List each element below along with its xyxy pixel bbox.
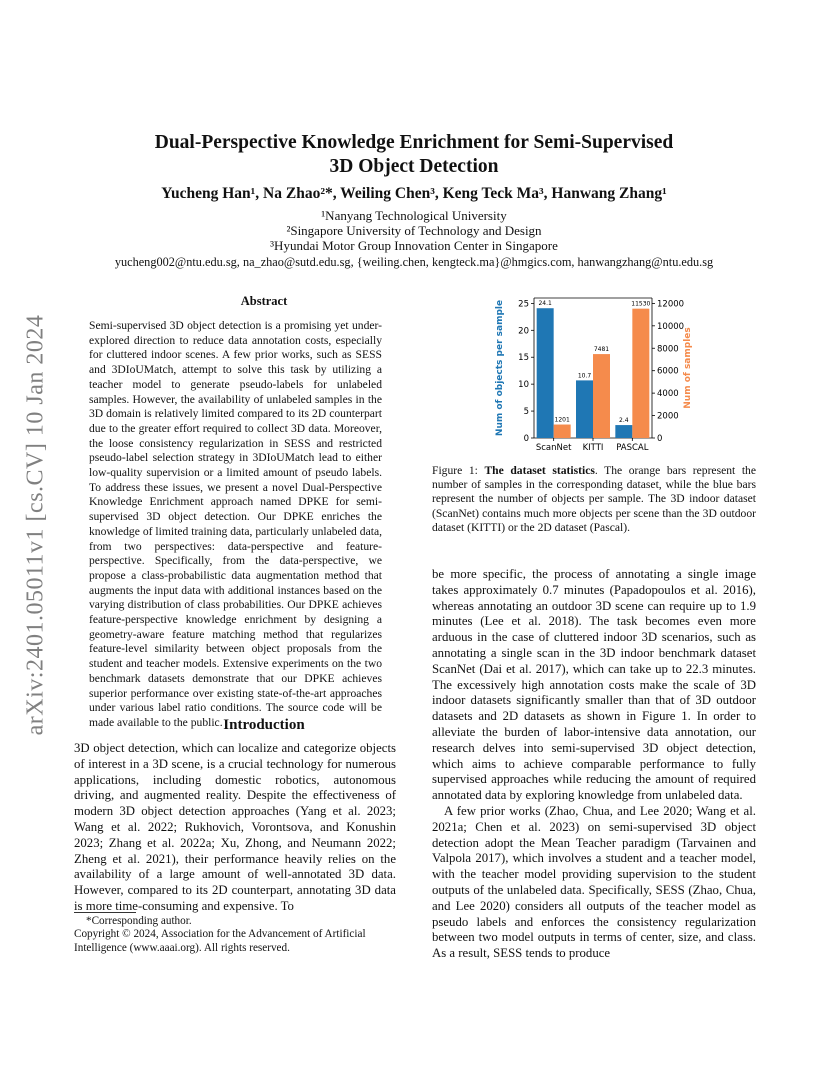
intro-right-column: [432, 567, 756, 962]
paper-title: [74, 131, 754, 179]
right-axis-title: Num of samples: [683, 327, 693, 409]
introduction-heading: Introduction: [223, 717, 305, 733]
dataset-statistics-chart: [492, 292, 716, 454]
num-samples-bar: [554, 425, 571, 438]
objects-per-sample-label: 10.7: [577, 372, 592, 380]
abstract-heading: Abstract: [240, 294, 288, 308]
footnote-block: [74, 915, 396, 955]
left-axis-title: Num of objects per sample: [495, 299, 505, 437]
abstract-text: Semi-supervised 3D object detection is a promising yet under-explored direction to reduce data annotation costs, especially for cluttered indoor scenes. A few prior works, such as SESS and 3DIoUMatch, attempt to solve this task by utilizing a teacher model to generate pseudo-labels for unlabeled samples. However, the availability of unlabeled samples in the 3D domain is relatively limited compared to its 2D counterpart due to the greater effort required to collect 3D data. Moreover, the loose consistency regularization in SESS and restricted pseudo-label selection strategy in 3DIoUMatch lead to either low-quality supervision or a limited amount of pseudo labels. To address these issues, we present a novel Dual-Perspective Knowledge Enrichment approach named DPKE for semi-supervised 3D object detection. Our DPKE enriches the knowledge of limited training data, particularly unlabeled data, from two perspectives: data-perspective and feature-perspective. Specifically, from the data-perspective, we propose a class-probabilistic data augmentation method that augments the input data with additional instances based on the varying distribution of class probabilities. Our DPKE achieves feature-perspective knowledge enrichment by designing a geometry-aware feature matching method that regularizes feature-level similarity between object proposals from the student and teacher models. Extensive experiments on the two benchmark datasets demonstrate that our DPKE achieves superior performance over existing state-of-the-art approaches under various label ratio conditions. The source code will be made available to the public.: [89, 319, 382, 729]
right-tick-label: 0: [657, 434, 663, 444]
author-emails: yucheng002@ntu.edu.sg, na_zhao@sutd.edu.sg, {weiling.chen, kengteck.ma}@hmgics.com, hanwangzhang@ntu.edu.sg: [114, 255, 714, 269]
x-tick-label: KITTI: [582, 443, 604, 453]
left-tick-label: 15: [518, 353, 529, 364]
affiliation-2: ²Singapore University of Technology and Design: [286, 223, 542, 238]
num-samples-label: 11530: [631, 300, 651, 308]
left-tick-label: 5: [523, 407, 529, 418]
figure-1-caption: [432, 464, 756, 535]
right-tick-label: 8000: [657, 344, 679, 355]
affiliation-1: ¹Nanyang Technological University: [321, 208, 507, 223]
objects-per-sample-bar: [576, 380, 593, 438]
footnote-rule: [74, 912, 136, 913]
x-tick-label: PASCAL: [616, 443, 649, 453]
intro-left-column: 3D object detection, which can localize and categorize objects of interest in a 3D scene, is a crucial technology for numerous applications, including domestic robotics, autonomous driving, and augmented reality. Despite the effectiveness of modern 3D object detection approaches (Yang et al. 2023; Wang et al. 2022; Rukhovich, Vorontsova, and Konushin 2023; Zhang et al. 2022a; Xu, Zhong, and Neumann 2022; Zheng et al. 2021), their performance heavily relies on the availability of a large amount of well-annotated 3D data. However, compared to its 2D counterpart, annotating 3D data is more time-consuming and expensive. To: [74, 741, 396, 913]
author-list: Yucheng Han¹, Na Zhao²*, Weiling Chen³, Keng Teck Ma³, Hanwang Zhang¹: [161, 185, 667, 202]
num-samples-label: 7481: [593, 346, 610, 354]
left-tick-label: 0: [523, 434, 529, 444]
corresponding-author-note: *Corresponding author.: [86, 915, 192, 927]
objects-per-sample-label: 24.1: [538, 300, 552, 308]
left-tick-label: 10: [518, 380, 529, 391]
num-samples-bar: [593, 354, 610, 438]
intro-paragraph-1: be more specific, the process of annotating a single image takes approximately 0.7 minutes (Papadopoulos et al. 2016), whereas annotating an outdoor 3D scene can require up to 1.9 minutes (Lee et al. 2018). The task becomes even more arduous in the case of cluttered indoor 3D scenarios, such as annotating a single scan in the 3D indoor benchmark dataset ScanNet (Dai et al. 2017), which can take up to 22.3 minutes. The excessively high annotation costs make the scale of 3D indoor datasets significantly smaller than that of 3D outdoor datasets and 2D datasets as shown in Figure 1. In order to alleviate the burden of labor-intensive data annotation, our research delves into semi-supervised 3D object detection, which aims to achieve comparable performance to fully supervised approaches while reducing the amount of required annotated data by exploring knowledge from unlabeled data.: [432, 567, 756, 803]
intro-paragraph-2: A few prior works (Zhao, Chua, and Lee 2020; Wang et al. 2021a; Chen et al. 2023) on semi-supervised 3D object detection adopt the Mean Teacher paradigm (Tarvainen and Valpola 2017), which involves a student and a teacher model, with the teacher model providing supervision to the student outputs of the unlabeled data. Specifically, SESS (Zhao, Chua, and Lee 2020) considers all outputs of the teacher model as pseudo labels and enforces the consistency regularization between two model outputs in terms of center, size, and class. As a result, SESS tends to produce: [432, 803, 756, 961]
right-tick-label: 12000: [657, 299, 685, 310]
arxiv-side-stamp: [18, 290, 54, 760]
objects-per-sample-bar: [537, 308, 554, 438]
right-tick-label: 6000: [657, 366, 679, 377]
left-tick-label: 20: [518, 326, 529, 337]
arxiv-stamp-text: arXiv:2401.05011v1 [cs.CV] 10 Jan 2024: [22, 314, 49, 736]
left-tick-label: 25: [518, 299, 529, 310]
affiliation-3: ³Hyundai Motor Group Innovation Center in Singapore: [270, 238, 558, 253]
x-tick-label: ScanNet: [535, 443, 572, 453]
caption-label: Figure 1:: [432, 464, 485, 477]
right-tick-label: 10000: [657, 321, 685, 332]
copyright-note: Copyright © 2024, Association for the Advancement of Artificial Intelligence (www.aaai.org). All rights reserved.: [74, 928, 366, 954]
title-line-1: Dual-Perspective Knowledge Enrichment for Semi-Supervised: [154, 132, 674, 153]
objects-per-sample-label: 2.4: [619, 417, 629, 425]
caption-text: . The orange bars represent the number of samples in the corresponding dataset, while the blue bars represent the number of objects per sample. The 3D indoor dataset (ScanNet) contains much more objects per scene than the 3D outdoor dataset (KITTI) or the 2D dataset (Pascal).: [432, 464, 756, 534]
num-samples-bar: [632, 309, 649, 438]
title-line-2: 3D Object Detection: [329, 156, 499, 177]
right-tick-label: 4000: [657, 389, 679, 400]
caption-bold: The dataset statistics: [484, 464, 595, 477]
right-tick-label: 2000: [657, 411, 679, 422]
objects-per-sample-bar: [615, 425, 632, 438]
num-samples-label: 1201: [554, 416, 570, 424]
